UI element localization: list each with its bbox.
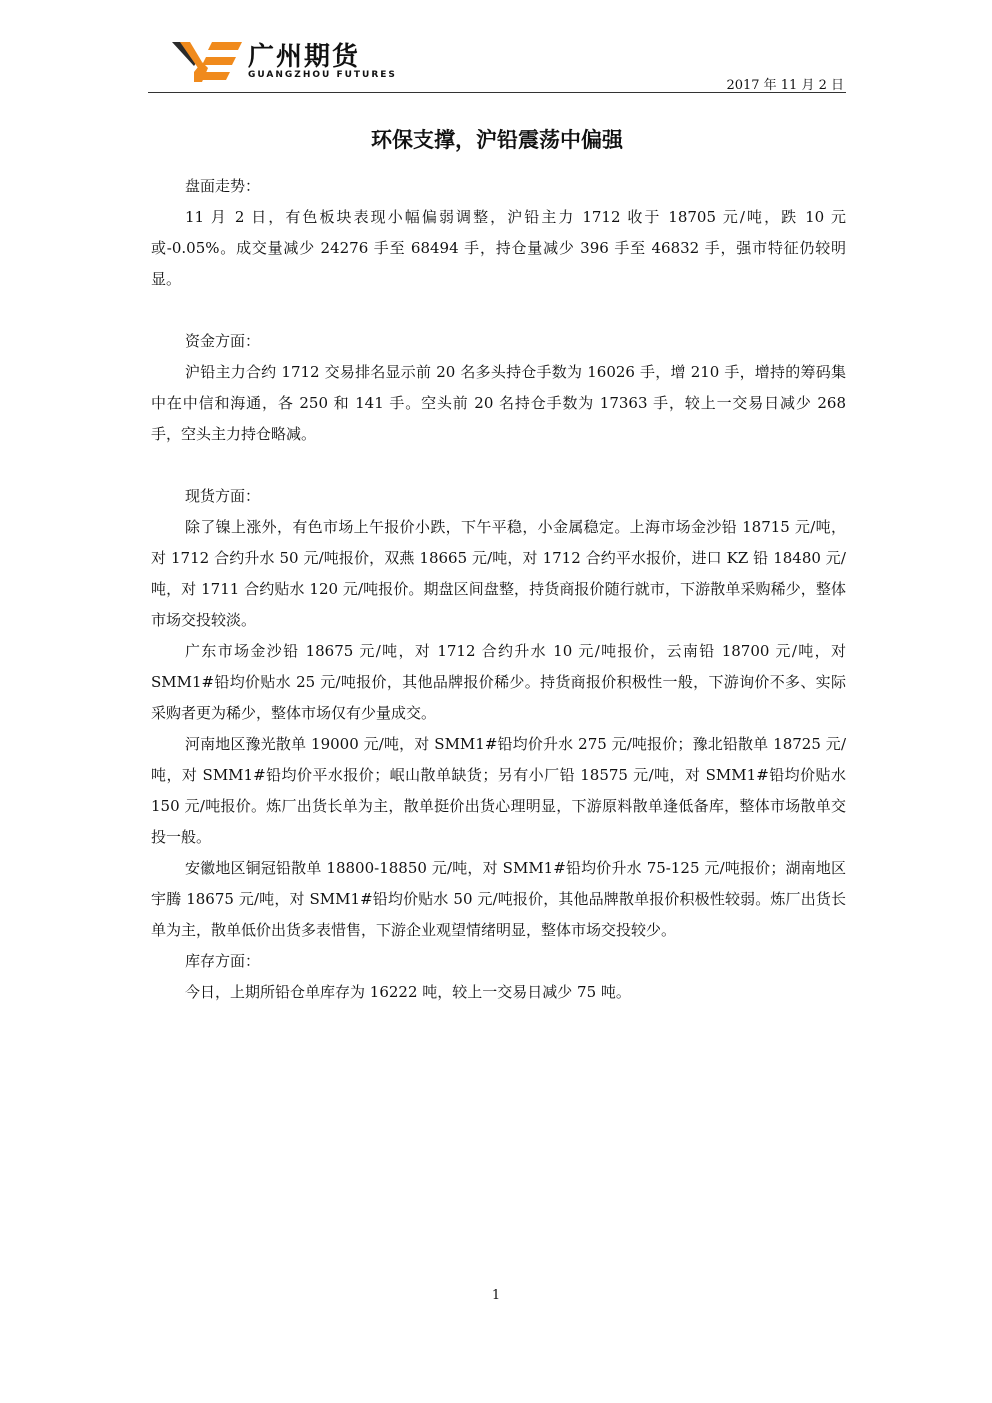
- page-header: [148, 30, 846, 94]
- spot-paragraph-henan: 河南地区豫光散单 19000 元/吨，对 SMM1#铅均价升水 275 元/吨报价；豫北铅散单 18725 元/吨，对 SMM1#铅均价平水报价；岷山散单缺货；另有小厂铅 18575 元/吨，对 SMM1#铅均价贴水 150 元/吨报价。炼厂出货长单为主，散单挺价出货心理明显，下游原料散单逢低备库，整体市场散单交投一般。: [151, 735, 846, 846]
- report-body: [151, 171, 846, 1008]
- page-number: 1: [491, 1288, 501, 1303]
- market-paragraph: 11 月 2 日，有色板块表现小幅偏弱调整，沪铅主力 1712 收于 18705 元/吨，跌 10 元或-0.05%。成交量减少 24276 手至 68494 手，持仓量减少 396 手至 46832 手，强市特征仍较明显。: [151, 208, 846, 288]
- report-title: 环保支撑，沪铅震荡中偏强: [371, 128, 623, 152]
- section-heading-funds: 资金方面：: [185, 332, 261, 350]
- logo-chinese-name: 广州期货: [248, 42, 361, 72]
- funds-paragraph: 沪铅主力合约 1712 交易排名显示前 20 名多头持仓手数为 16026 手，增 210 手，增持的筹码集中在中信和海通，各 250 和 141 手。空头前 20 名持仓手数为 17363 手，较上一交易日减少 268 手，空头主力持仓略减。: [151, 363, 846, 443]
- section-spacer: [151, 295, 846, 326]
- section-heading-spot: 现货方面：: [185, 487, 261, 505]
- header-divider: [148, 92, 846, 93]
- report-date: 2017 年 11 月 2 日: [726, 78, 844, 93]
- section-spacer: [151, 450, 846, 481]
- section-heading-market: 盘面走势：: [185, 177, 261, 195]
- guangzhou-futures-logo-icon: [172, 38, 242, 84]
- inventory-paragraph: 今日，上期所铅仓单库存为 16222 吨，较上一交易日减少 75 吨。: [185, 983, 631, 1001]
- section-heading-inventory: 库存方面：: [185, 952, 261, 970]
- logo-english-name: GUANGZHOU FUTURES: [248, 70, 397, 80]
- spot-paragraph-guangdong: 广东市场金沙铅 18675 元/吨，对 1712 合约升水 10 元/吨报价，云南铅 18700 元/吨，对 SMM1#铅均价贴水 25 元/吨报价，其他品牌报价稀少。持货商报价积极性一般，下游询价不多、实际采购者更为稀少，整体市场仅有少量成交。: [151, 642, 846, 722]
- spot-paragraph-shanghai: 除了镍上涨外，有色市场上午报价小跌，下午平稳，小金属稳定。上海市场金沙铅 18715 元/吨，对 1712 合约升水 50 元/吨报价，双燕 18665 元/吨，对 1712 合约平水报价，进口 KZ 铅 18480 元/吨，对 1711 合约贴水 120 元/吨报价。期盘区间盘整，持货商报价随行就市，下游散单采购稀少，整体市场交投较淡。: [151, 518, 846, 629]
- spot-paragraph-anhui-hunan: 安徽地区铜冠铅散单 18800-18850 元/吨，对 SMM1#铅均价升水 75-125 元/吨报价；湖南地区宇腾 18675 元/吨，对 SMM1#铅均价贴水 50 元/吨报价，其他品牌散单报价积极性较弱。炼厂出货长单为主，散单低价出货多表惜售，下游企业观望情绪明显，整体市场交投较少。: [151, 859, 846, 939]
